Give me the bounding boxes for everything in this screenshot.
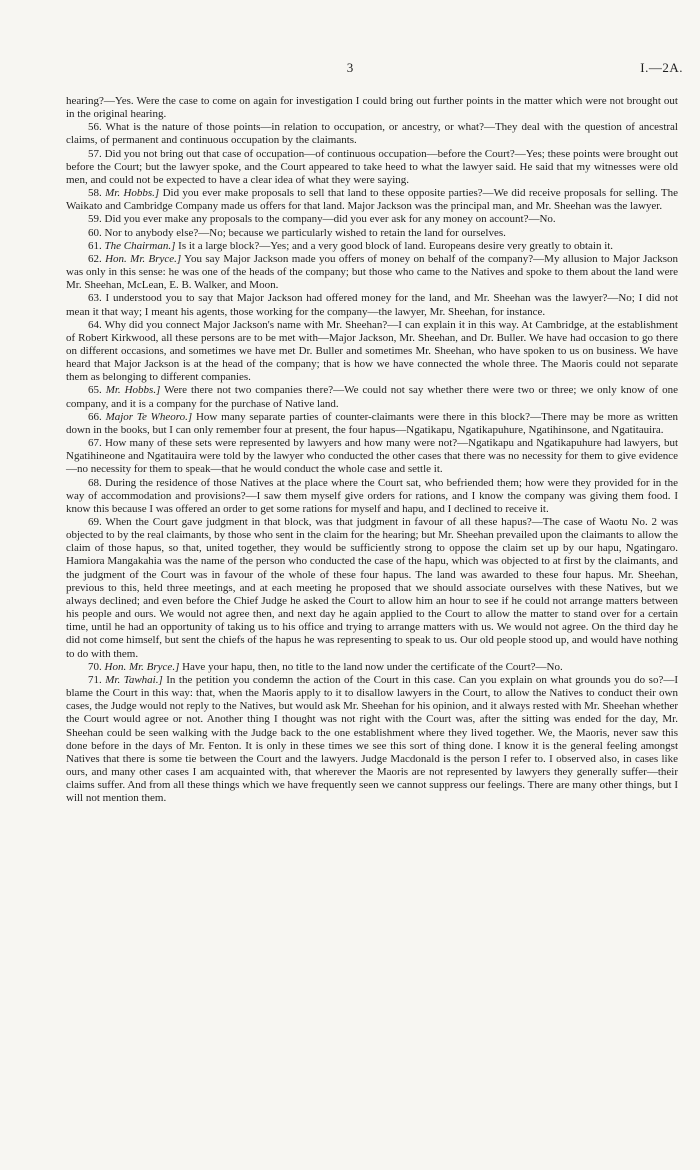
question-number: 56. bbox=[88, 121, 102, 134]
paragraph-text: Is it a large block?—Yes; and a very good block of land. Europeans desire very greatly to obtain it. bbox=[178, 239, 614, 252]
paragraph-text: Did you ever make proposals to sell that land to these opposite parties?—We did receive proposals for selling. The Waikato and Cambridge Company made us offers for that land. Major Jackson was the principal man, and Mr. Sheehan was the lawyer. bbox=[66, 187, 678, 213]
question-number: 66. bbox=[88, 410, 102, 423]
question-number: 61. bbox=[88, 239, 102, 252]
document-reference: I.—2A. bbox=[640, 60, 683, 75]
paragraph bbox=[66, 240, 678, 253]
paragraph-text: You say Major Jackson made you offers of money on behalf of the company?—My allusion to Major Jackson was only in this sense: he was one of the heads of the company; but those who came to the Natives and spoke to them about the land were Mr. Sheehan, McLean, E. B. Walker, and Moon. bbox=[66, 252, 678, 292]
question-number: 60. bbox=[88, 226, 102, 239]
question-number: 64. bbox=[88, 318, 102, 331]
paragraph-text: I understood you to say that Major Jackson had offered money for the land, and Mr. Sheehan was the lawyer?—No; I did not mean it that way; I meant his agents, those working for the company—the lawyer, Mr. Sheehan, for instance. bbox=[66, 292, 679, 318]
speaker-label: Mr. Hobbs.] bbox=[105, 384, 161, 397]
paragraph-text: hearing?—Yes. Were the case to come on again for investigation I could bring out further points in the matter which were not brought out in the original hearing. bbox=[66, 95, 678, 121]
document-body bbox=[66, 95, 678, 805]
paragraph bbox=[66, 95, 678, 121]
paragraph-text: What is the nature of those points—in relation to occupation, or ancestry, or what?—They deal with the question of ancestral claims, of permanent and continuous occupation by the claimants. bbox=[66, 121, 678, 147]
question-number: 58. bbox=[88, 187, 102, 200]
paragraph bbox=[66, 187, 678, 213]
speaker-label: Hon. Mr. Bryce.] bbox=[105, 252, 182, 265]
question-number: 65. bbox=[88, 384, 102, 397]
paragraph bbox=[66, 661, 678, 674]
question-number: 69. bbox=[88, 516, 102, 528]
paragraph bbox=[66, 477, 678, 516]
speaker-label: Mr. Hobbs.] bbox=[105, 187, 160, 200]
speaker-label: Major Te Wheoro.] bbox=[105, 410, 193, 423]
question-number: 62. bbox=[88, 252, 102, 265]
paragraph bbox=[66, 227, 678, 240]
paragraph bbox=[66, 292, 678, 318]
paragraph-text: How many of these sets were represented by lawyers and how many were not?—Ngatikapu and Ngatikapuhure had lawyers, but Ngatihineone and Ngatitauira were told by the lawyer who conducted the other cases that there was no necessity for them to give evidence—no necessity for them to speak—that he would conduct the whole case and settle it. bbox=[66, 437, 679, 476]
paragraph-text: Nor to anybody else?—No; because we particularly wished to retain the land for ourselves. bbox=[104, 226, 506, 239]
paragraph-text: During the residence of those Natives at the place where the Court sat, who befriended them; how were they provided for in the way of accommodation and provisions?—I saw them myself give orders for rations, and I know the company was giving them food. I know this because I was offered an order to get some rations for myself and hapu, and I declined to receive it. bbox=[66, 476, 679, 515]
paragraph-text: In the petition you condemn the action of the Court in this case. Can you explain on what grounds you do so?—I blame the Court in this way: that, when the Maoris apply to it to disallow lawyers in the Court, to allow the Natives to conduct their own cases, the Judge would not reply to the Natives, but would ask Mr. Sheehan for his opinion, and it always rested with Mr. Sheehan whether the Court would agree or not. Another thing I thought was not right with the Court was, after the sitting was ended for the day, Mr. Sheehan could be seen walking with the Judge back to the one establishment where they lived together. We, the Maoris, never saw this done before in the days of Mr. Fenton. It is only in these times we see this sort of thing done. I know it is the general feeling amongst Natives that there is some tie between the Court and the lawyers. Judge Macdonald is the person I refer to. I observed also, in cases like ours, and many other cases I am acquainted with, that wherever the Maoris are not represented by lawyers they generally suffer—their claims suffer. And from all these things which we have frequently seen we cannot suppress our feelings. There are many other things, but I will not mention them. bbox=[66, 673, 678, 805]
question-number: 57. bbox=[88, 147, 102, 160]
paragraph-text: Did you not bring out that case of occupation—of continuous occupation—before the Court?—Yes; these points were brought out before the Court; but the lawyer spoke, and the Court appeared to take heed to what the lawyer said. He said that my witnesses were old men, and could not be expected to have a clear idea of what they were saying. bbox=[66, 147, 679, 186]
question-number: 68. bbox=[88, 476, 102, 489]
page-number: 3 bbox=[346, 60, 354, 75]
question-number: 70. bbox=[88, 660, 102, 673]
question-number: 63. bbox=[88, 292, 102, 305]
paragraph bbox=[66, 253, 678, 292]
paragraph bbox=[66, 121, 678, 147]
paragraph-text: Have your hapu, then, no title to the land now under the certificate of the Court?—No. bbox=[182, 660, 563, 673]
question-number: 71. bbox=[88, 673, 102, 686]
paragraph bbox=[66, 213, 678, 226]
paragraph bbox=[66, 148, 678, 187]
question-number: 67. bbox=[88, 437, 102, 450]
paragraph bbox=[66, 516, 678, 661]
speaker-label: The Chairman.] bbox=[104, 239, 176, 252]
paragraph bbox=[66, 384, 678, 410]
paragraph-text: When the Court gave judgment in that block, was that judgment in favour of all these hapus?—The case of Waotu No. 2 was objected to by the real claimants, by those who sent in the claim for the hearing; but Mr. Sheehan prevailed upon the claimants to allow the claim of those hapus, so that, united together, they would be sufficiently strong to oppose the claim set up by our hapu, Ngatingaro. Hamiora Mangakahia was the name of the person who conducted the case of the hapu, which was objected to at first by the claimants, and the judgment of the Court was in favour of the whole of these four hapus. The land was awarded to these four hapus. Mr. Sheehan, previous to this, held three meetings, and at each meeting he proposed that we should associate ourselves with these Natives, but we always declined; and even before the Chief Judge he asked the Court to allow him an hour to see if he could not arrange matters between his people and ours. We would not agree then, and next day he again applied to the Court to allow the matter to stand over for a certain time, until he had an opportunity of taking us to his office and trying to arrange matters with us. We would not agree. On the third day he did not come himself, but sent the chiefs of the hapus he was representing to speak to us. Our old people stood up, and would have nothing to do with them. bbox=[66, 516, 678, 660]
paragraph-text: Why did you connect Major Jackson's name with Mr. Sheehan?—I can explain it in this way. At Cambridge, at the establishment of Robert Kirkwood, all these persons are to be met with—Major Jackson, Mr. Sheehan, and Dr. Buller. We have had occasion to go there on different occasions, and sometimes we have met Dr. Buller and sometimes Mr. Sheehan, who have spoken to us on business. We have heard that Major Jackson is at the head of the company; that is how we have connected the whole three. The Maoris could not separate them as belonging to different companies. bbox=[66, 318, 678, 384]
paragraph bbox=[66, 411, 678, 437]
question-number: 59. bbox=[88, 213, 102, 226]
paragraph-text: Did you ever make any proposals to the company—did you ever ask for any money on account?—No. bbox=[104, 213, 556, 226]
speaker-label: Hon. Mr. Bryce.] bbox=[104, 660, 180, 673]
paragraph-text: How many separate parties of counter-claimants were there in this block?—There may be more as written down in the books, but I can only remember four at present, the four hapus—Ngatikapu, Ngatikapuhure, Ngatihinsone, and Ngatitauira. bbox=[66, 410, 678, 436]
paragraph-text: Were there not two companies there?—We could not say whether there were two or three; we only know of one company, and it is a company for the purchase of Native land. bbox=[66, 384, 679, 410]
paragraph bbox=[66, 319, 678, 385]
paragraph bbox=[66, 674, 678, 806]
paragraph bbox=[66, 437, 678, 476]
speaker-label: Mr. Tawhai.] bbox=[105, 673, 163, 686]
